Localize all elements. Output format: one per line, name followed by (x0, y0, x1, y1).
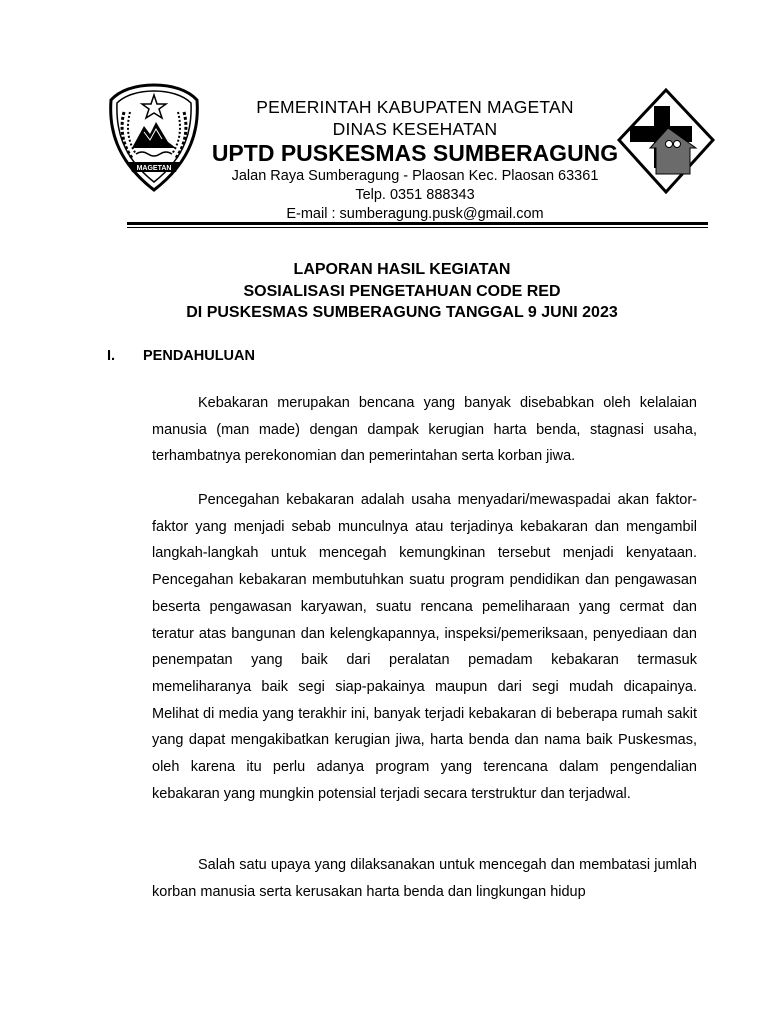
section-number: I. (107, 348, 116, 364)
section-heading: PENDAHULUAN (143, 348, 255, 364)
puskesmas-cross-house-icon (616, 88, 716, 194)
report-title: LAPORAN HASIL KEGIATAN (293, 261, 511, 278)
letterhead-divider-thick (127, 222, 708, 225)
seal-ribbon-text: MAGETAN (136, 165, 172, 172)
report-location-date: DI PUSKESMAS SUMBERAGUNG TANGGAL 9 JUNI 2023 (186, 304, 618, 321)
letterhead-address: Jalan Raya Sumberagung - Plaosan Kec. Plaosan 63361 (231, 168, 599, 184)
letterhead-institution: UPTD PUSKESMAS SUMBERAGUNG (211, 140, 619, 166)
report-subtitle: SOSIALISASI PENGETAHUAN CODE RED (243, 283, 561, 300)
letterhead-department: DINAS KESEHATAN (332, 119, 498, 139)
letterhead-email: E-mail : sumberagung.pusk@gmail.com (286, 206, 544, 222)
body-paragraph: Kebakaran merupakan bencana yang banyak disebabkan oleh kelalaian manusia (man made) dengan dampak kerugian harta benda, stagnasi usaha, terhambatnya perekonomian dan pemerintahan serta korban jiwa. (152, 395, 697, 465)
body-paragraph: Salah satu upaya yang dilaksanakan untuk mencegah dan membatasi jumlah korban manusia serta kerusakan harta benda dan lingkungan hidup (152, 857, 697, 900)
magetan-seal-icon (106, 82, 202, 194)
letterhead-phone: Telp. 0351 888343 (355, 187, 475, 203)
body-paragraph: Pencegahan kebakaran adalah usaha menyadari/mewaspadai akan faktor-faktor yang menjadi sebab munculnya atau terjadinya kebakaran dan mengambil langkah-langkah untuk mencegah kemungkinan tersebut menjadi kenyataan. Pencegahan kebakaran membutuhkan suatu program pendidikan dan pengawasan beserta pengawasan karyawan, suatu rencana pemeliharaan yang cermat dan teratur atas bangunan dan kelengkapannya, inspeksi/pemeriksaan, penyediaan dan penempatan yang baik dari peralatan pemadam kebakaran termasuk memeliharanya baik segi siap-pakainya maupun dari segi mudah dicapainya. Melihat di media yang terakhir ini, banyak terjadi kebakaran di beberapa rumah sakit yang dapat mengakibatkan kerugian jiwa, harta benda dan nama baik Puskesmas, oleh karena itu perlu adanya program yang terencana dalam pengendalian kebakaran yang mungkin potensial terjadi secara terstruktur dan terjadwal. (152, 492, 697, 802)
puskesmas-logo (616, 88, 716, 194)
letterhead-government: PEMERINTAH KABUPATEN MAGETAN (256, 97, 574, 117)
letterhead-divider-thin (127, 227, 708, 228)
magetan-seal-logo (106, 82, 202, 194)
